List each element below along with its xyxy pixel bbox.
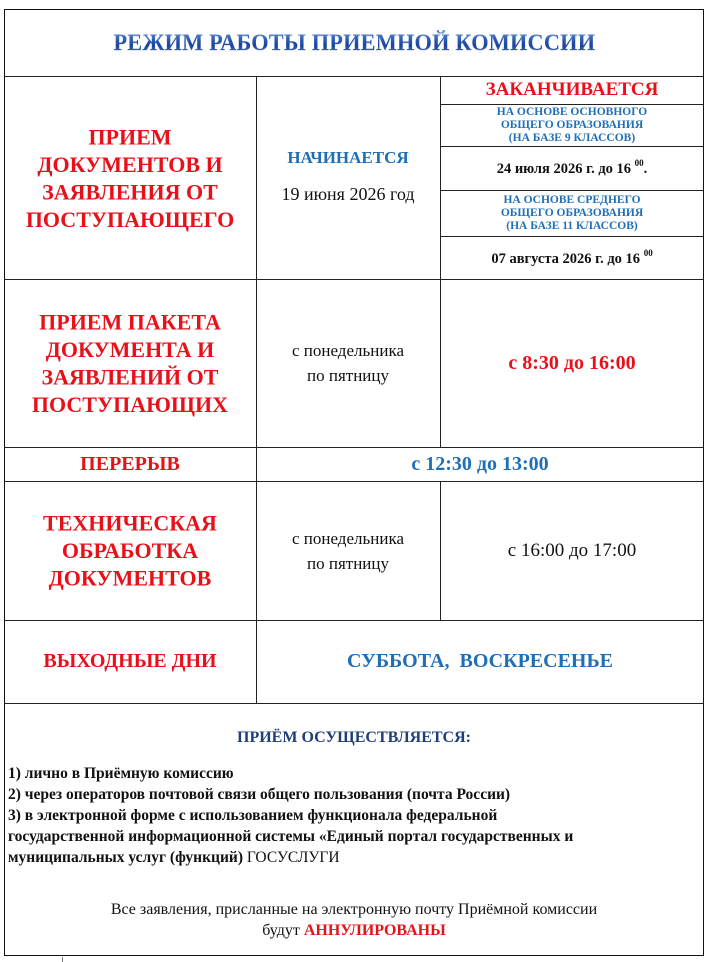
basic-end-cell bbox=[440, 146, 704, 190]
basic-education-cell bbox=[440, 104, 704, 146]
package-label: ПРИЕМ ПАКЕТА ДОКУМЕНТА И ЗАЯВЛЕНИЙ ОТ ПОСТУПАЮЩИХ bbox=[31, 308, 229, 418]
starts-label: НАЧИНАЕТСЯ bbox=[287, 148, 409, 167]
break-label: ПЕРЕРЫВ bbox=[80, 452, 180, 475]
documents-start-cell bbox=[256, 76, 440, 279]
page-title: РЕЖИМ РАБОТЫ ПРИЕМНОЙ КОМИССИИ bbox=[113, 29, 595, 55]
basic-end-date: 24 июля 2026 г. до 16 $^{00}$. bbox=[496, 158, 648, 177]
methods-heading: ПРИЁМ ОСУЩЕСТВЛЯЕТСЯ: bbox=[237, 729, 471, 746]
annulled-emphasis: АННУЛИРОВАНЫ bbox=[303, 922, 446, 939]
weekend-label-cell bbox=[4, 620, 256, 703]
break-hours-cell bbox=[256, 447, 704, 481]
package-days: с понедельника по пятницу bbox=[292, 341, 404, 385]
documents-label: ПРИЕМ ДОКУМЕНТОВ И ЗАЯВЛЕНИЯ ОТ ПОСТУПАЮЩЕГО bbox=[25, 123, 235, 232]
methods-list bbox=[8, 763, 573, 868]
notice-line-1: Все заявления, присланные на электронную почту Приёмной комиссии bbox=[110, 901, 598, 918]
methods-heading-cell bbox=[4, 725, 704, 751]
start-date: 19 июня 2026 год bbox=[281, 184, 415, 204]
package-hours-cell bbox=[440, 279, 704, 447]
basic-education-label: НА ОСНОВЕ ОСНОВНОГО ОБЩЕГО ОБРАЗОВАНИЯ (НА БАЗЕ 9 КЛАССОВ) bbox=[496, 105, 648, 144]
list-item: 2) через операторов почтовой связи общего пользования (почта России) bbox=[8, 786, 511, 803]
processing-hours: с 16:00 до 17:00 bbox=[507, 539, 637, 561]
title-cell bbox=[4, 9, 704, 76]
ends-label-cell bbox=[440, 76, 704, 104]
list-item: 3) в электронной форме с использованием функционала федеральной bbox=[8, 807, 498, 824]
processing-label: ТЕХНИЧЕСКАЯ ОБРАБОТКА ДОКУМЕНТОВ bbox=[43, 510, 217, 591]
weekend-days: СУББОТА, ВОСКРЕСЕНЬЕ bbox=[346, 650, 614, 672]
gosuslugi-text: ГОСУСЛУГИ bbox=[246, 849, 340, 866]
page-tick bbox=[62, 957, 63, 962]
processing-label-cell bbox=[4, 481, 256, 620]
processing-days: с понедельника по пятницу bbox=[292, 528, 404, 573]
package-label-cell bbox=[4, 279, 256, 447]
weekend-label: ВЫХОДНЫЕ ДНИ bbox=[43, 649, 217, 673]
ends-label: ЗАКАНЧИВАЕТСЯ bbox=[485, 79, 659, 100]
weekend-days-cell bbox=[256, 620, 704, 703]
secondary-end-cell bbox=[440, 236, 704, 279]
row-divider bbox=[4, 703, 704, 704]
secondary-education-cell bbox=[440, 190, 704, 236]
break-label-cell bbox=[4, 447, 256, 481]
documents-label-cell bbox=[4, 76, 256, 279]
break-hours: с 12:30 до 13:00 bbox=[411, 452, 549, 475]
secondary-education-label: НА ОСНОВЕ СРЕДНЕГО ОБЩЕГО ОБРАЗОВАНИЯ (НА БАЗЕ 11 КЛАССОВ) bbox=[500, 193, 644, 232]
notice-line-2: будут АННУЛИРОВАНЫ bbox=[262, 922, 446, 939]
list-item: государственной информационной системы «Единый портал государственных и bbox=[8, 828, 574, 845]
notice bbox=[4, 898, 704, 942]
package-hours: с 8:30 до 16:00 bbox=[508, 351, 636, 374]
processing-hours-cell bbox=[440, 481, 704, 620]
processing-days-cell bbox=[256, 481, 440, 620]
package-days-cell bbox=[256, 279, 440, 447]
list-item: 1) лично в Приёмную комиссию bbox=[8, 765, 234, 782]
list-item: муниципальных услуг (функций) ГОСУСЛУГИ bbox=[8, 849, 340, 866]
secondary-end-date: 07 августа 2026 г. до 16 $^{00}$ bbox=[491, 247, 653, 267]
